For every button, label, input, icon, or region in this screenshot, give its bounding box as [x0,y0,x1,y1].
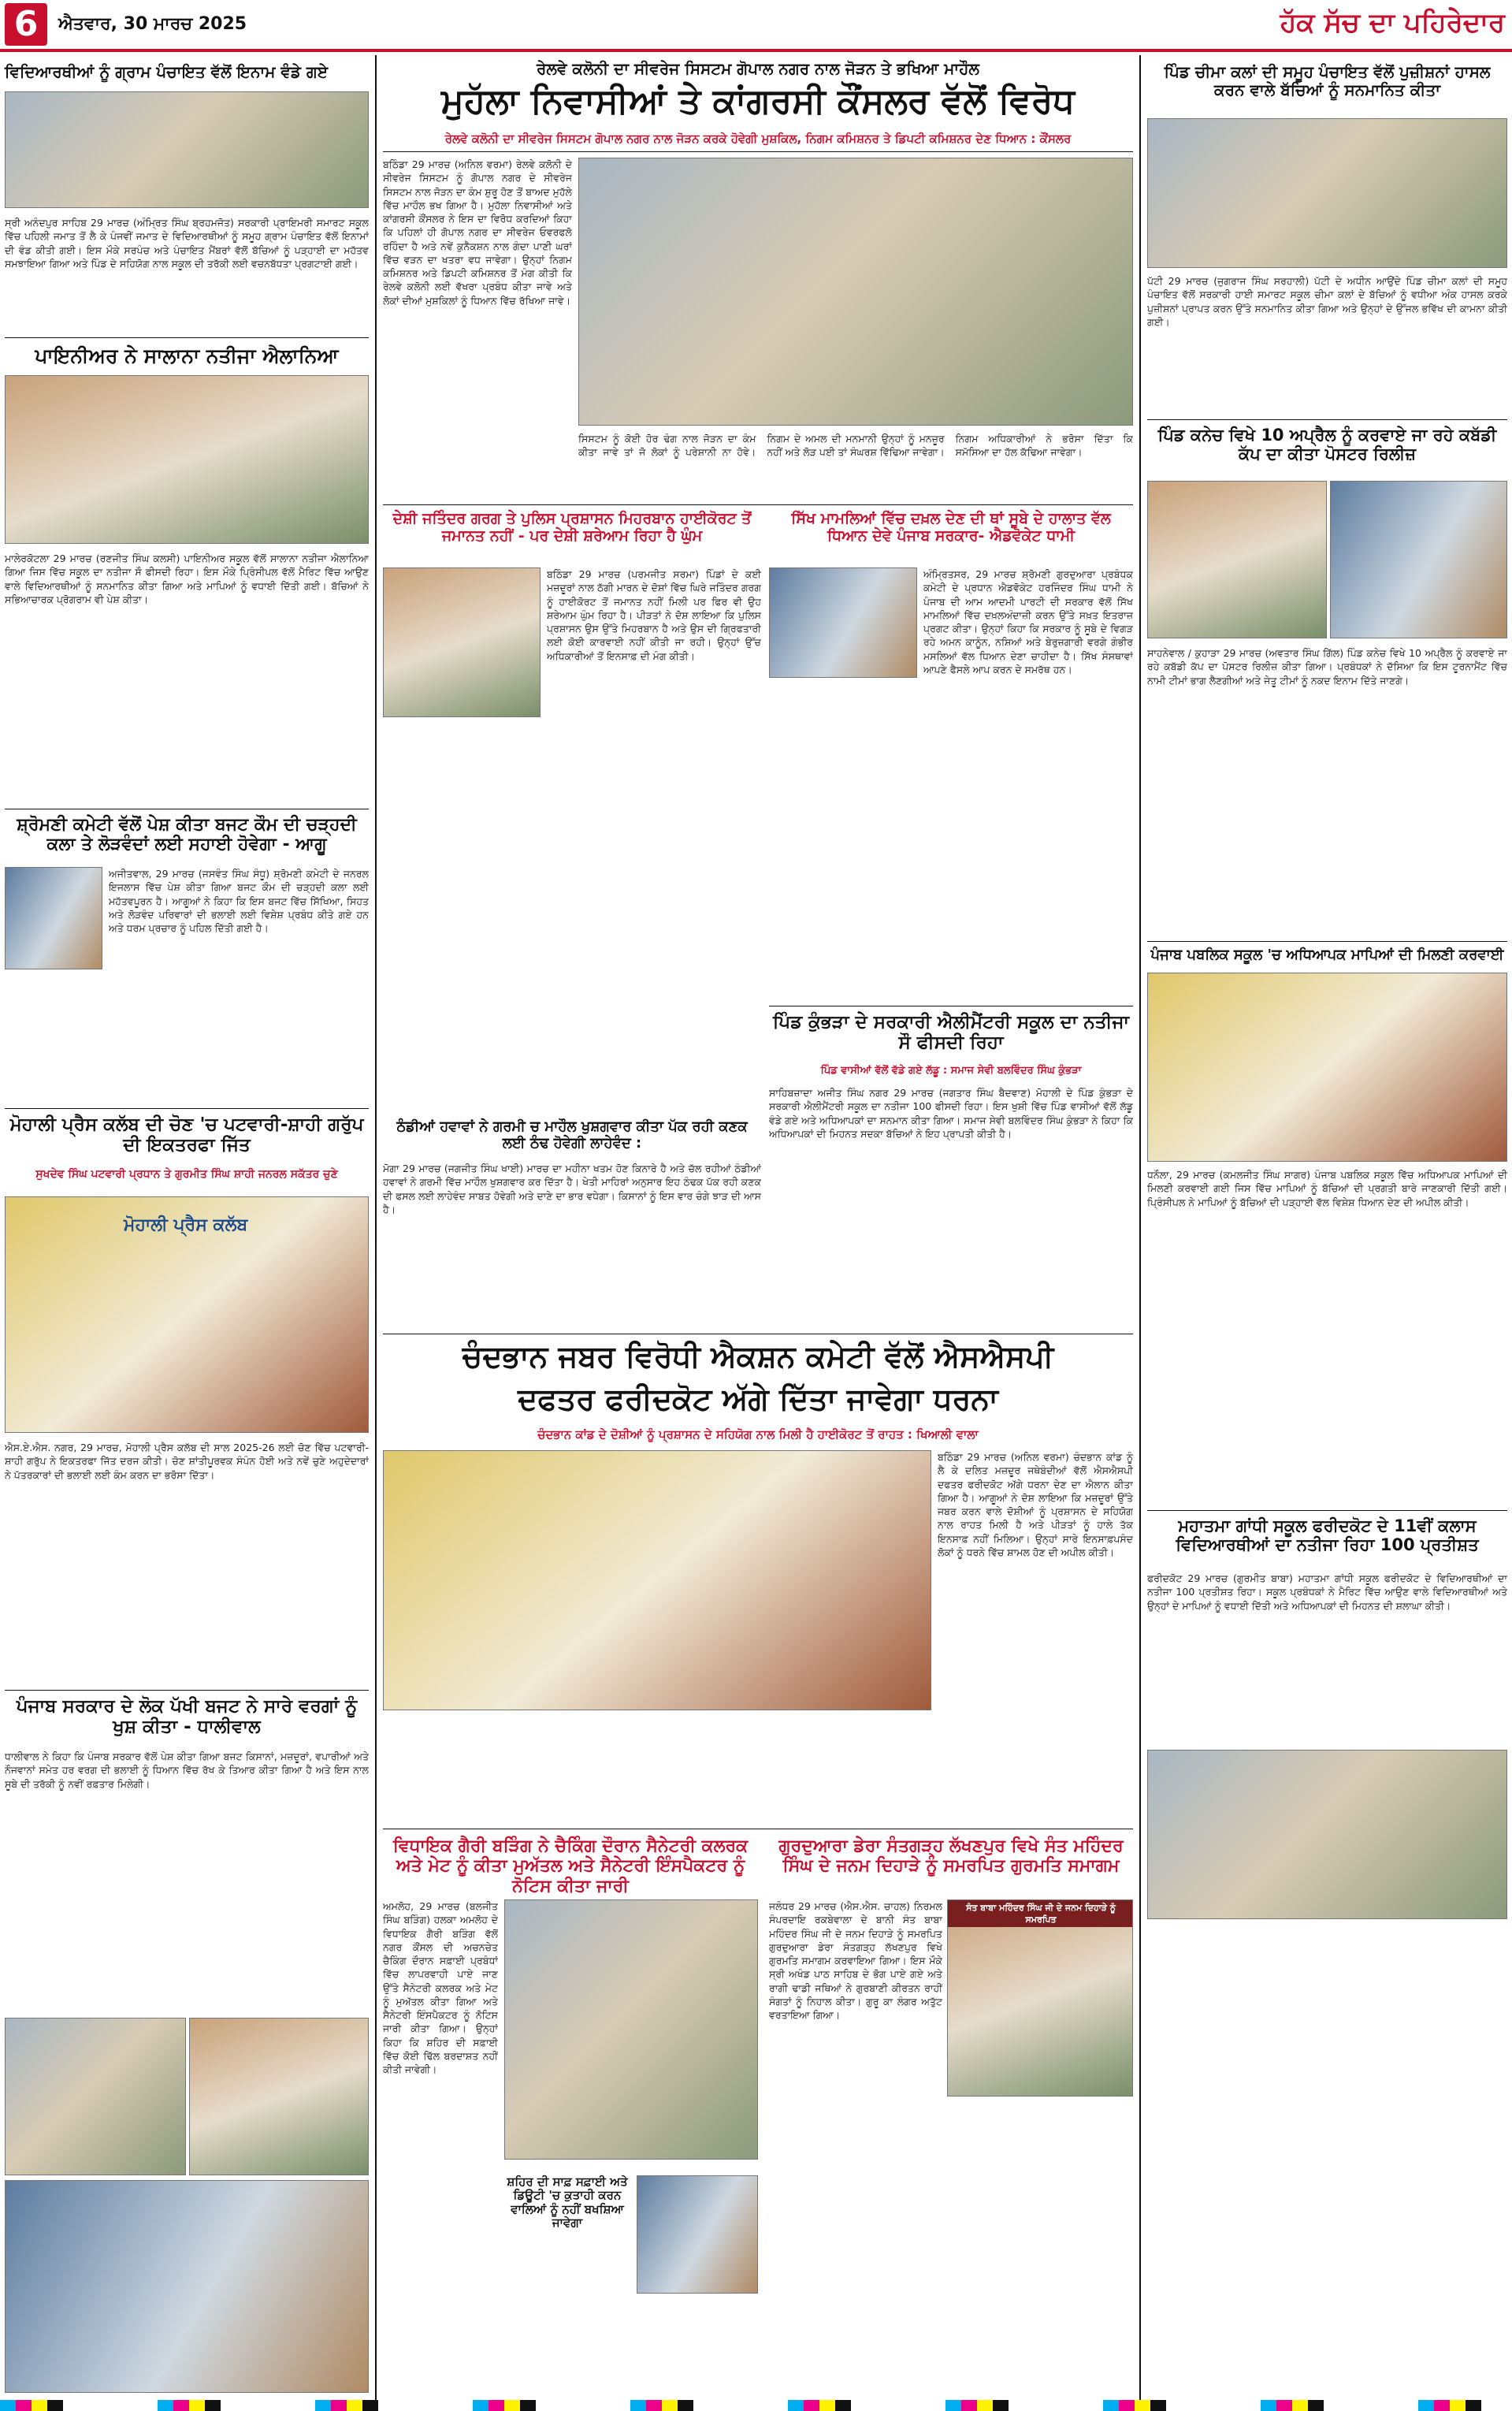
article-headline: ਪਿੰਡ ਕਨੇਚ ਵਿਖੇ 10 ਅਪ੍ਰੈਲ ਨੂੰ ਕਰਵਾਏ ਜਾ ਰਹੇ ਕਬੱਡੀ ਕੱਪ ਦਾ ਕੀਤਾ ਪੋਸਟਰ ਰਿਲੀਜ਼ [1157,426,1497,464]
article-subheadline: ਪਿੰਡ ਵਾਸੀਆਂ ਵੱਲੋਂ ਵੱਡੇ ਗਏ ਲੱਡੂ : ਸਮਾਜ ਸੇਵੀ ਬਲਵਿੰਦਰ ਸਿੰਘ ਕੁੰਭੜਾ [820,1065,1082,1077]
pull-quote: ਸ਼ਹਿਰ ਦੀ ਸਾਫ਼ ਸਫ਼ਾਈ ਅਤੇ ਡਿਊਟੀ 'ਚ ਕੁਤਾਹੀ ਕਰਨ ਵਾਲਿਆਂ ਨੂੰ ਨਹੀਂ ਬਖਸ਼ਿਆ ਜਾਵੇਗਾ [507,2175,628,2230]
article-photo [1330,481,1507,638]
article-photo [383,567,541,717]
article-body: ਬਠਿੰਡਾ 29 ਮਾਰਚ (ਪਰਮਜੀਤ ਸਰਮਾ) ਪਿੰਡਾਂ ਦੇ ਕਈ ਮਜ਼ਦੂਰਾਂ ਨਾਲ ਠੱਗੀ ਮਾਰਨ ਦੇ ਦੋਸ਼ਾਂ ਵਿੱਚ ਘਿਰੇ ਜਤਿੰਦਰ ਗਰਗ ਨੂੰ ਹਾਈਕੋਰਟ ਤੋਂ ਜਮਾਨਤ ਨਹੀਂ ਮਿਲੀ ਪਰ ਫਿਰ ਵੀ ਉਹ ਸ਼ਰੇਆਮ ਘੁੰਮ ਰਿਹਾ ਹੈ। ਪੀੜਤਾਂ ਨੇ ਦੋਸ਼ ਲਾਇਆ ਕਿ ਪੁਲਿਸ ਪ੍ਰਸ਼ਾਸਨ ਉਸ ਉੱਤੇ ਮਿਹਰਬਾਨ ਹੈ ਅਤੇ ਉਸ ਦੀ ਗ੍ਰਿਫਤਾਰੀ ਲਈ ਕੋਈ ਕਾਰਵਾਈ ਨਹੀਂ ਕੀਤੀ ਜਾ ਰਹੀ। ਉਨ੍ਹਾਂ ਉੱਚ ਅਧਿਕਾਰੀਆਂ ਤੋਂ ਇਨਸਾਫ਼ ਦੀ ਮੰਗ ਕੀਤੀ। [547,568,761,662]
lead-headline: ਮੁਹੱਲਾ ਨਿਵਾਸੀਆਂ ਤੇ ਕਾਂਗਰਸੀ ਕੌਂਸਲਰ ਵੱਲੋਂ ਵਿਰੋਧ [441,81,1075,121]
lead-divider [383,151,1133,152]
article-photo [5,2180,369,2393]
article-photo [5,91,369,208]
article-headline: ਪਿੰਡ ਚੀਮਾ ਕਲਾਂ ਦੀ ਸਮੂਹ ਪੰਚਾਇਤ ਵੱਲੋਂ ਪੁਜ਼ੀਸ਼ਨਾਂ ਹਾਸਲ ਕਰਨ ਵਾਲੇ ਬੱਚਿਆਂ ਨੂੰ ਸਨਮਾਨਿਤ ਕੀਤਾ [1164,62,1491,99]
article-headline: ਪੰਜਾਬ ਪਬਲਿਕ ਸਕੂਲ 'ਚ ਅਧਿਆਪਕ ਮਾਪਿਆਂ ਦੀ ਮਿਲਣੀ ਕਰਵਾਈ [1150,947,1504,963]
article-headline: ਚੰਦਭਾਨ ਜਬਰ ਵਿਰੋਧੀ ਐਕਸ਼ਨ ਕਮੇਟੀ ਵੱਲੋਂ ਐਸਐਸਪੀ [462,1339,1054,1374]
article-headline: ਠੰਡੀਆਂ ਹਵਾਵਾਂ ਨੇ ਗਰਮੀ ਚ ਮਾਹੌਲ ਖੁਸ਼ਗਵਾਰ ਕੀਤਾ ਪੱਕ ਰਹੀ ਕਣਕ ਲਈ ਠੰਢ ਹੋਵੇਗੀ ਲਾਹੇਵੰਦ : [396,1118,748,1152]
article-body: ਮੋਗਾ 29 ਮਾਰਚ (ਜਗਜੀਤ ਸਿੰਘ ਖਾਈ) ਮਾਰਚ ਦਾ ਮਹੀਨਾ ਖਤਮ ਹੋਣ ਕਿਨਾਰੇ ਹੈ ਅਤੇ ਚੱਲ ਰਹੀਆਂ ਠੰਡੀਆਂ ਹਵਾਵਾਂ ਨੇ ਗਰਮੀ ਵਿੱਚ ਮਾਹੌਲ ਖੁਸ਼ਗਵਾਰ ਕਰ ਦਿੱਤਾ ਹੈ। ਖੇਤੀ ਮਾਹਿਰਾਂ ਅਨੁਸਾਰ ਇਹ ਠੰਢਕ ਪੱਕ ਰਹੀ ਕਣਕ ਦੀ ਫਸਲ ਲਈ ਲਾਹੇਵੰਦ ਸਾਬਤ ਹੋਵੇਗੀ ਅਤੇ ਦਾਣੇ ਦਾ ਭਾਰ ਵਧੇਗਾ। ਕਿਸਾਨਾਂ ਨੂੰ ਇਸ ਵਾਰ ਚੰਗੇ ਝਾੜ ਦੀ ਆਸ ਹੈ। [383,1163,761,1215]
article-body: ਐਸ.ਏ.ਐਸ. ਨਗਰ, 29 ਮਾਰਚ, ਮੋਹਾਲੀ ਪ੍ਰੈਸ ਕਲੱਬ ਦੀ ਸਾਲ 2025-26 ਲਈ ਚੋਣ ਵਿੱਚ ਪਟਵਾਰੀ-ਸ਼ਾਹੀ ਗਰੁੱਪ ਨੇ ਇਕਤਰਫਾ ਜਿੱਤ ਦਰਜ ਕੀਤੀ। ਚੋਣ ਸ਼ਾਂਤੀਪੂਰਵਕ ਸੰਪੰਨ ਹੋਈ ਅਤੇ ਨਵੇਂ ਚੁਣੇ ਅਹੁਦੇਦਾਰਾਂ ਨੇ ਪੱਤਰਕਾਰਾਂ ਦੀ ਭਲਾਈ ਲਈ ਕੰਮ ਕਰਨ ਦਾ ਭਰੋਸਾ ਦਿੱਤਾ। [5,1442,369,1481]
photo-banner-text: ਸੰਤ ਬਾਬਾ ਮਹਿੰਦਰ ਸਿੰਘ ਜੀ ਦੇ ਜਨਮ ਦਿਹਾੜੇ ਨੂੰ ਸਮਰਪਿਤ [948,1900,1133,1927]
article-photo [5,867,102,969]
article-divider [1147,419,1507,420]
article-headline: ਵਿਧਾਇਕ ਗੈਰੀ ਬੜਿੰਗ ਨੇ ਚੈਕਿੰਗ ਦੌਰਾਨ ਸੈਨੇਟਰੀ ਕਲਰਕ ਅਤੇ ਮੇਟ ਨੂੰ ਕੀਤਾ ਮੁਅੱਤਲ ਅਤੇ ਸੈਨੇਟਰੀ ਇੰਸਪੈਕਟਰ ਨੂੰ ਨੋਟਿਸ ਕੀਤਾ ਜਾਰੀ [392,1836,749,1896]
lead-body-continued: ਸਿਸਟਮ ਨੂੰ ਕੋਈ ਹੋਰ ਢੰਗ ਨਾਲ ਜੋੜਨ ਦਾ ਕੰਮ ਕੀਤਾ ਜਾਵੇ ਤਾਂ ਜੋ ਲੋਕਾਂ ਨੂੰ ਪਰੇਸ਼ਾਨੀ ਨਾ ਹੋਵੇ। ਨਿਗਮ ਦੇ ਅਮਲ ਦੀ ਮਨਮਾਨੀ ਉਨ੍ਹਾਂ ਨੂੰ ਮਨਜ਼ੂਰ ਨਹੀਂ ਅਤੇ ਲੋੜ ਪਈ ਤਾਂ ਸੰਘਰਸ਼ ਵਿੱਢਿਆ ਜਾਵੇਗਾ। ਨਿਗਮ ਅਧਿਕਾਰੀਆਂ ਨੇ ਭਰੋਸਾ ਦਿੱਤਾ ਕਿ ਸਮੱਸਿਆ ਦਾ ਹੱਲ ਕੱਢਿਆ ਜਾਵੇਗਾ। [578,433,1133,459]
article-photo [5,375,369,544]
page-header [0,0,1512,49]
page-number: 6 [13,4,39,44]
article-headline: ਸਿੱਖ ਮਾਮਲਿਆਂ ਵਿੱਚ ਦਖ਼ਲ ਦੇਣ ਦੀ ਥਾਂ ਸੂਬੇ ਦੇ ਹਾਲਾਤ ਵੱਲ ਧਿਆਨ ਦੇਵੇ ਪੰਜਾਬ ਸਰਕਾਰ- ਐਡਵੋਕੇਟ ਧਾਮੀ [791,510,1111,545]
article-photo [504,1899,758,2160]
article-body: ਅੰਮ੍ਰਿਤਸਰ, 29 ਮਾਰਚ ਸ਼੍ਰੋਮਣੀ ਗੁਰਦੁਆਰਾ ਪ੍ਰਬੰਧਕ ਕਮੇਟੀ ਦੇ ਪ੍ਰਧਾਨ ਐਡਵੋਕੇਟ ਹਰਜਿੰਦਰ ਸਿੰਘ ਧਾਮੀ ਨੇ ਪੰਜਾਬ ਦੀ ਆਮ ਆਦਮੀ ਪਾਰਟੀ ਦੀ ਸਰਕਾਰ ਵੱਲੋਂ ਸਿੱਖ ਮਾਮਲਿਆਂ ਵਿੱਚ ਦਖ਼ਲਅੰਦਾਜ਼ੀ ਕਰਨ ਉੱਤੇ ਸਖ਼ਤ ਇਤਰਾਜ਼ ਪ੍ਰਗਟ ਕੀਤਾ। ਉਨ੍ਹਾਂ ਕਿਹਾ ਕਿ ਸਰਕਾਰ ਨੂੰ ਸੂਬੇ ਦੇ ਵਿਗੜ ਰਹੇ ਅਮਨ ਕਾਨੂੰਨ, ਨਸ਼ਿਆਂ ਅਤੇ ਬੇਰੁਜ਼ਗਾਰੀ ਵਰਗੇ ਗੰਭੀਰ ਮਸਲਿਆਂ ਵੱਲ ਧਿਆਨ ਦੇਣਾ ਚਾਹੀਦਾ ਹੈ। ਸਿੱਖ ਸੰਸਥਾਵਾਂ ਆਪਣੇ ਫੈਸਲੇ ਆਪ ਕਰਨ ਦੇ ਸਮਰੱਥ ਹਨ। [923,568,1133,675]
article-divider [5,1690,369,1691]
article-photo [1147,973,1507,1162]
article-headline: ਮੋਹਾਲੀ ਪ੍ਰੈਸ ਕਲੱਬ ਦੀ ਚੋਣ 'ਚ ਪਟਵਾਰੀ-ਸ਼ਾਹੀ ਗਰੁੱਪ ਦੀ ਇਕਤਰਫਾ ਜਿੱਤ [9,1114,364,1156]
lead-kicker: ਰੇਲਵੇ ਕਲੋਨੀ ਦਾ ਸੀਵਰੇਜ ਸਿਸਟਮ ਗੋਪਾਲ ਨਗਰ ਨਾਲ ਜੋੜਨ ਤੇ ਭਖਿਆ ਮਾਹੌਲ [537,59,979,78]
article-photo [383,1450,931,1710]
right-column [1142,55,1512,2400]
article-deck: ਚੰਦਭਾਨ ਕਾਂਡ ਦੇ ਦੋਸ਼ੀਆਂ ਨੂੰ ਪ੍ਰਸ਼ਾਸਨ ਦੇ ਸਹਿਯੋਗ ਨਾਲ ਮਿਲੀ ਹੈ ਹਾਈਕੋਰਟ ਤੋਂ ਰਾਹਤ : ਖਿਆਲੀ ਵਾਲਾ [537,1427,979,1442]
header-date: ਐਤਵਾਰ, 30 ਮਾਰਚ 2025 [58,14,247,34]
article-headline: ਪੰਜਾਬ ਸਰਕਾਰ ਦੇ ਲੋਕ ਪੱਖੀ ਬਜਟ ਨੇ ਸਾਰੇ ਵਰਗਾਂ ਨੂੰ ਖੁਸ਼ ਕੀਤਾ - ਧਾਲੀਵਾਲ [16,1696,358,1738]
photo-banner-text: ਮੋਹਾਲੀ ਪ੍ਰੈਸ ਕਲੱਬ [124,1215,248,1235]
article-photo [1147,481,1327,638]
article-body: ਫਰੀਦਕੋਟ 29 ਮਾਰਚ (ਗੁਰਮੀਤ ਬਾਬਾ) ਮਹਾਤਮਾ ਗਾਂਧੀ ਸਕੂਲ ਫਰੀਦਕੋਟ ਦੇ ਵਿਦਿਆਰਥੀਆਂ ਦਾ ਨਤੀਜਾ 100 ਪ੍ਰਤੀਸ਼ਤ ਰਿਹਾ। ਸਕੂਲ ਪ੍ਰਬੰਧਕਾਂ ਨੇ ਮੈਰਿਟ ਵਿੱਚ ਆਉਣ ਵਾਲੇ ਵਿਦਿਆਰਥੀਆਂ ਅਤੇ ਉਨ੍ਹਾਂ ਦੇ ਮਾਪਿਆਂ ਨੂੰ ਵਧਾਈ ਦਿੱਤੀ ਅਤੇ ਅਧਿਆਪਕਾਂ ਦੀ ਮਿਹਨਤ ਦੀ ਸ਼ਲਾਘਾ ਕੀਤੀ। [1147,1572,1507,1612]
article-photo [1147,118,1507,268]
article-photo [947,1899,1133,2097]
article-body: ਅਜੀਤਵਾਲ, 29 ਮਾਰਚ (ਜਸਵੰਤ ਸਿੰਘ ਸੰਧੂ) ਸ਼੍ਰੋਮਣੀ ਕਮੇਟੀ ਦੇ ਜਨਰਲ ਇਜਲਾਸ ਵਿੱਚ ਪੇਸ਼ ਕੀਤਾ ਗਿਆ ਬਜਟ ਕੌਮ ਦੀ ਚੜ੍ਹਦੀ ਕਲਾ ਲਈ ਮਹੱਤਵਪੂਰਨ ਹੈ। ਆਗੂਆਂ ਨੇ ਕਿਹਾ ਕਿ ਇਸ ਬਜਟ ਵਿੱਚ ਸਿੱਖਿਆ, ਸਿਹਤ ਅਤੇ ਲੋੜਵੰਦ ਪਰਿਵਾਰਾਂ ਦੀ ਭਲਾਈ ਲਈ ਵਿਸ਼ੇਸ਼ ਪ੍ਰਬੰਧ ਕੀਤੇ ਗਏ ਹਨ ਅਤੇ ਧਰਮ ਪ੍ਰਚਾਰ ਨੂੰ ਪਹਿਲ ਦਿੱਤੀ ਗਈ ਹੈ। [109,868,369,934]
article-body: ਮਾਲੇਰਕੋਟਲਾ 29 ਮਾਰਚ (ਰਣਜੀਤ ਸਿੰਘ ਕਲਸੀ) ਪਾਇਨੀਅਰ ਸਕੂਲ ਵੱਲੋਂ ਸਾਲਾਨਾ ਨਤੀਜਾ ਐਲਾਨਿਆ ਗਿਆ ਜਿਸ ਵਿੱਚ ਸਕੂਲ ਦਾ ਨਤੀਜਾ ਸੌ ਫੀਸਦੀ ਰਿਹਾ। ਇਸ ਮੌਕੇ ਪ੍ਰਿੰਸੀਪਲ ਵੱਲੋਂ ਮੈਰਿਟ ਵਿੱਚ ਆਉਣ ਵਾਲੇ ਵਿਦਿਆਰਥੀਆਂ ਨੂੰ ਸਨਮਾਨਿਤ ਕੀਤਾ ਗਿਆ ਅਤੇ ਮਾਪਿਆਂ ਨੂੰ ਵਧਾਈ ਦਿੱਤੀ ਗਈ। ਬੱਚਿਆਂ ਨੇ ਸਭਿਆਚਾਰਕ ਪ੍ਰੋਗਰਾਮ ਵੀ ਪੇਸ਼ ਕੀਤਾ। [5,553,369,605]
article-divider [1147,941,1507,942]
article-body: ਬਠਿੰਡਾ 29 ਮਾਰਚ (ਅਨਿਲ ਵਰਮਾ) ਚੰਦਭਾਨ ਕਾਂਡ ਨੂੰ ਲੈ ਕੇ ਦਲਿਤ ਮਜ਼ਦੂਰ ਜਥੇਬੰਦੀਆਂ ਵੱਲੋਂ ਐਸਐਸਪੀ ਦਫਤਰ ਫਰੀਦਕੋਟ ਅੱਗੇ ਧਰਨਾ ਦੇਣ ਦਾ ਐਲਾਨ ਕੀਤਾ ਗਿਆ ਹੈ। ਆਗੂਆਂ ਨੇ ਦੋਸ਼ ਲਾਇਆ ਕਿ ਮਜ਼ਦੂਰਾਂ ਉੱਤੇ ਜਬਰ ਕਰਨ ਵਾਲੇ ਦੋਸ਼ੀਆਂ ਨੂੰ ਪ੍ਰਸ਼ਾਸਨ ਦੇ ਸਹਿਯੋਗ ਨਾਲ ਰਾਹਤ ਮਿਲੀ ਹੈ ਅਤੇ ਪੀੜਤਾਂ ਨੂੰ ਹਾਲੇ ਤੱਕ ਇਨਸਾਫ਼ ਨਹੀਂ ਮਿਲਿਆ। ਉਨ੍ਹਾਂ ਸਾਰੇ ਇਨਸਾਫ਼ਪਸੰਦ ਲੋਕਾਂ ਨੂੰ ਧਰਨੇ ਵਿੱਚ ਸ਼ਾਮਲ ਹੋਣ ਦੀ ਅਪੀਲ ਕੀਤੀ। [938,1451,1133,1558]
article-body: ਸਾਹਿਬਜ਼ਾਦਾ ਅਜੀਤ ਸਿੰਘ ਨਗਰ 29 ਮਾਰਚ (ਜਗਤਾਰ ਸਿੰਘ ਬੈਦਵਾਣ) ਮੋਹਾਲੀ ਦੇ ਪਿੰਡ ਕੁੰਭੜਾ ਦੇ ਸਰਕਾਰੀ ਐਲੀਮੈਂਟਰੀ ਸਕੂਲ ਦਾ ਨਤੀਜਾ 100 ਫੀਸਦੀ ਰਿਹਾ। ਇਸ ਖੁਸ਼ੀ ਵਿੱਚ ਪਿੰਡ ਵਾਸੀਆਂ ਵੱਲੋਂ ਲੱਡੂ ਵੰਡੇ ਗਏ ਅਤੇ ਅਧਿਆਪਕਾਂ ਦਾ ਸਨਮਾਨ ਕੀਤਾ ਗਿਆ। ਸਮਾਜ ਸੇਵੀ ਬਲਵਿੰਦਰ ਸਿੰਘ ਕੁੰਭੜਾ ਨੇ ਕਿਹਾ ਕਿ ਅਧਿਆਪਕਾਂ ਦੀ ਮਿਹਨਤ ਸਦਕਾ ਬੱਚਿਆਂ ਨੇ ਇਹ ਪ੍ਰਾਪਤੀ ਕੀਤੀ ਹੈ। [769,1087,1133,1140]
article-photo [189,2018,369,2175]
article-photo [5,2018,186,2175]
article-headline: ਮਹਾਤਮਾ ਗਾਂਧੀ ਸਕੂਲ ਫਰੀਦਕੋਟ ਦੇ 11ਵੀਂ ਕਲਾਸ ਵਿਦਿਆਰਥੀਆਂ ਦਾ ਨਤੀਜਾ ਰਿਹਾ 100 ਪ੍ਰਤੀਸ਼ਤ [1176,1516,1479,1555]
article-body: ਪੱਟੀ 29 ਮਾਰਚ (ਜੁਗਰਾਜ ਸਿੰਘ ਸਰਹਾਲੀ) ਪੱਟੀ ਦੇ ਅਧੀਨ ਆਉਂਦੇ ਪਿੰਡ ਚੀਮਾ ਕਲਾਂ ਦੀ ਸਮੂਹ ਪੰਚਾਇਤ ਵੱਲੋਂ ਸਰਕਾਰੀ ਹਾਈ ਸਮਾਰਟ ਸਕੂਲ ਚੀਮਾ ਕਲਾਂ ਦੇ ਬੱਚਿਆਂ ਨੂੰ ਵਧੀਆ ਅੰਕ ਹਾਸਲ ਕਰਕੇ ਪੁਜ਼ੀਸ਼ਨਾਂ ਪ੍ਰਾਪਤ ਕਰਨ ਉੱਤੇ ਸਨਮਾਨਿਤ ਕੀਤਾ ਗਿਆ ਅਤੇ ਉਨ੍ਹਾਂ ਦੇ ਉੱਜਲ ਭਵਿੱਖ ਦੀ ਕਾਮਨਾ ਕੀਤੀ ਗਈ। [1147,275,1507,328]
left-column [0,55,373,2400]
article-body: ਸ੍ਰੀ ਅਨੰਦਪੁਰ ਸਾਹਿਬ 29 ਮਾਰਚ (ਅੰਮ੍ਰਿਤ ਸਿੰਘ ਬ੍ਰਹਮਜੋਤ) ਸਰਕਾਰੀ ਪ੍ਰਾਇਮਰੀ ਸਮਾਰਟ ਸਕੂਲ ਵਿੱਚ ਪਹਿਲੀ ਜਮਾਤ ਤੋਂ ਲੈ ਕੇ ਪੰਜਵੀਂ ਜਮਾਤ ਦੇ ਵਿਦਿਆਰਥੀਆਂ ਨੂੰ ਸਮੂਹ ਗ੍ਰਾਮ ਪੰਚਾਇਤ ਵੱਲੋਂ ਇਨਾਮਾਂ ਦੀ ਵੰਡ ਕੀਤੀ ਗਈ। ਇਸ ਮੌਕੇ ਸਰਪੰਚ ਅਤੇ ਪੰਚਾਇਤ ਮੈਂਬਰਾਂ ਵੱਲੋਂ ਬੱਚਿਆਂ ਨੂੰ ਪੜ੍ਹਾਈ ਦਾ ਮਹੱਤਵ ਸਮਝਾਇਆ ਗਿਆ ਅਤੇ ਪਿੰਡ ਦੇ ਸਹਿਯੋਗ ਨਾਲ ਸਕੂਲ ਦੀ ਤਰੱਕੀ ਲਈ ਵਚਨਬੱਧਤਾ ਪ੍ਰਗਟਾਈ ਗਈ। [5,217,369,270]
lead-body: ਬਠਿੰਡਾ 29 ਮਾਰਚ (ਅਨਿਲ ਵਰਮਾ) ਰੇਲਵੇ ਕਲੋਨੀ ਦੇ ਸੀਵਰੇਜ ਸਿਸਟਮ ਨੂੰ ਗੋਪਾਲ ਨਗਰ ਦੇ ਸੀਵਰੇਜ ਸਿਸਟਮ ਨਾਲ ਜੋੜਨ ਦਾ ਕੰਮ ਸ਼ੁਰੂ ਹੋਣ ਤੋਂ ਬਾਅਦ ਮੁਹੱਲੇ ਵਿੱਚ ਮਾਹੌਲ ਭਖ ਗਿਆ ਹੈ। ਮੁਹੱਲਾ ਨਿਵਾਸੀਆਂ ਅਤੇ ਕਾਂਗਰਸੀ ਕੌਂਸਲਰ ਨੇ ਇਸ ਦਾ ਵਿਰੋਧ ਕਰਦਿਆਂ ਕਿਹਾ ਕਿ ਪਹਿਲਾਂ ਹੀ ਗੋਪਾਲ ਨਗਰ ਦਾ ਸੀਵਰੇਜ ਓਵਰਫਲੋ ਰਹਿੰਦਾ ਹੈ ਅਤੇ ਨਵੇਂ ਕੁਨੈਕਸ਼ਨ ਨਾਲ ਗੰਦਾ ਪਾਣੀ ਘਰਾਂ ਵਿੱਚ ਵੜਨ ਦਾ ਖਤਰਾ ਵਧ ਜਾਵੇਗਾ। ਉਨ੍ਹਾਂ ਨਿਗਮ ਕਮਿਸ਼ਨਰ ਅਤੇ ਡਿਪਟੀ ਕਮਿਸ਼ਨਰ ਤੋਂ ਮੰਗ ਕੀਤੀ ਕਿ ਰੇਲਵੇ ਕਲੋਨੀ ਲਈ ਵੱਖਰਾ ਪ੍ਰਬੰਧ ਕੀਤਾ ਜਾਵੇ ਅਤੇ ਲੋਕਾਂ ਦੀਆਂ ਮੁਸ਼ਕਿਲਾਂ ਨੂੰ ਧਿਆਨ ਵਿੱਚ ਰੱਖਿਆ ਜਾਵੇ। [383,158,572,307]
article-divider [5,1108,369,1109]
center-column [378,55,1138,2400]
header-divider [0,49,1512,52]
article-photo [1147,1750,1507,1919]
lead-deck: ਰੇਲਵੇ ਕਲੋਨੀ ਦਾ ਸੀਵਰੇਜ ਸਿਸਟਮ ਗੋਪਾਲ ਨਗਰ ਨਾਲ ਜੋੜਨ ਕਰਕੇ ਹੋਵੇਗੀ ਮੁਸ਼ਕਿਲ, ਨਿਗਮ ਕਮਿਸ਼ਨਰ ਤੇ ਡਿਪਟੀ ਕਮਿਸ਼ਨਰ ਦੇਣ ਧਿਆਨ : ਕੌਂਸਲਰ [444,132,1072,146]
article-photo [5,1196,369,1433]
article-photo [769,567,917,678]
article-headline-line2: ਦਫਤਰ ਫਰੀਦਕੋਟ ਅੱਗੇ ਦਿੱਤਾ ਜਾਵੇਗਾ ਧਰਨਾ [518,1382,998,1416]
article-body: ਧਨੌਲਾ, 29 ਮਾਰਚ (ਕਮਲਜੀਤ ਸਿੰਘ ਸਾਗਰ) ਪੰਜਾਬ ਪਬਲਿਕ ਸਕੂਲ ਵਿੱਚ ਅਧਿਆਪਕ ਮਾਪਿਆਂ ਦੀ ਮਿਲਣੀ ਕਰਵਾਈ ਗਈ ਜਿਸ ਵਿੱਚ ਮਾਪਿਆਂ ਨੂੰ ਬੱਚਿਆਂ ਦੀ ਪ੍ਰਗਤੀ ਬਾਰੇ ਜਾਣਕਾਰੀ ਦਿੱਤੀ ਗਈ। ਪ੍ਰਿੰਸੀਪਲ ਨੇ ਮਾਪਿਆਂ ਨੂੰ ਬੱਚਿਆਂ ਦੀ ਪੜ੍ਹਾਈ ਵੱਲ ਵਿਸ਼ੇਸ਼ ਧਿਆਨ ਦੇਣ ਦੀ ਅਪੀਲ ਕੀਤੀ। [1147,1169,1507,1208]
article-divider [1147,1510,1507,1511]
column-divider-right [1139,55,1141,2400]
article-headline: ਪਿੰਡ ਕੁੰਭੜਾ ਦੇ ਸਰਕਾਰੀ ਐਲੀਮੈਂਟਰੀ ਸਕੂਲ ਦਾ ਨਤੀਜਾ ਸੌ ਫੀਸਦੀ ਰਿਹਾ [772,1012,1130,1054]
article-body: ਜਲੰਧਰ 29 ਮਾਰਚ (ਐਸ.ਐਸ. ਚਾਹਲ) ਨਿਰਮਲ ਸੰਪਰਦਾਇ ਰਕਬੇਵਾਲਾ ਦੇ ਬਾਨੀ ਸੰਤ ਬਾਬਾ ਮਹਿੰਦਰ ਸਿੰਘ ਜੀ ਦੇ ਜਨਮ ਦਿਹਾੜੇ ਨੂੰ ਸਮਰਪਿਤ ਗੁਰਦੁਆਰਾ ਡੇਰਾ ਸੰਤਗੜ੍ਹ ਲੱਖਣਪੁਰ ਵਿਖੇ ਗੁਰਮਤਿ ਸਮਾਗਮ ਕਰਵਾਇਆ ਗਿਆ। ਇਸ ਮੌਕੇ ਸ੍ਰੀ ਅਖੰਡ ਪਾਠ ਸਾਹਿਬ ਦੇ ਭੋਗ ਪਾਏ ਗਏ ਅਤੇ ਰਾਗੀ ਢਾਡੀ ਜਥਿਆਂ ਨੇ ਗੁਰਬਾਣੀ ਕੀਰਤਨ ਰਾਹੀਂ ਸੰਗਤਾਂ ਨੂੰ ਨਿਹਾਲ ਕੀਤਾ। ਗੁਰੂ ਕਾ ਲੰਗਰ ਅਤੁੱਟ ਵਰਤਾਇਆ ਗਿਆ। [769,1900,942,2021]
article-headline: ਵਿਦਿਆਰਥੀਆਂ ਨੂੰ ਗ੍ਰਾਮ ਪੰਚਾਇਤ ਵੱਲੋਂ ਇਨਾਮ ਵੰਡੇ ਗਏ [5,62,329,81]
article-headline: ਗੁਰਦੁਆਰਾ ਡੇਰਾ ਸੰਤਗੜ੍ਹ ਲੱਖਣਪੁਰ ਵਿਖੇ ਸੰਤ ਮਹਿੰਦਰ ਸਿੰਘ ਦੇ ਜਨਮ ਦਿਹਾੜੇ ਨੂੰ ਸਮਰਪਿਤ ਗੁਰਮਤਿ ਸਮਾਗਮ [778,1836,1124,1877]
print-color-bar [0,2400,1512,2411]
article-divider [5,337,369,338]
article-body: ਅਮਲੋਹ, 29 ਮਾਰਚ (ਬਲਜੀਤ ਸਿੰਘ ਬੜਿੰਗ) ਹਲਕਾ ਅਮਲੋਹ ਦੇ ਵਿਧਾਇਕ ਗੈਰੀ ਬੜਿੰਗ ਵੱਲੋਂ ਨਗਰ ਕੌਂਸਲ ਦੀ ਅਚਨਚੇਤ ਚੈਕਿੰਗ ਦੌਰਾਨ ਸਫ਼ਾਈ ਪ੍ਰਬੰਧਾਂ ਵਿੱਚ ਲਾਪਰਵਾਹੀ ਪਾਏ ਜਾਣ ਉੱਤੇ ਸੈਨੇਟਰੀ ਕਲਰਕ ਅਤੇ ਮੇਟ ਨੂੰ ਮੁਅੱਤਲ ਕੀਤਾ ਗਿਆ ਅਤੇ ਸੈਨੇਟਰੀ ਇੰਸਪੈਕਟਰ ਨੂੰ ਨੋਟਿਸ ਜਾਰੀ ਕੀਤਾ ਗਿਆ। ਉਨ੍ਹਾਂ ਕਿਹਾ ਕਿ ਸ਼ਹਿਰ ਦੀ ਸਫ਼ਾਈ ਵਿੱਚ ਕੋਈ ਢਿੱਲ ਬਰਦਾਸ਼ਤ ਨਹੀਂ ਕੀਤੀ ਜਾਵੇਗੀ। [383,1900,498,2075]
article-body: ਧਾਲੀਵਾਲ ਨੇ ਕਿਹਾ ਕਿ ਪੰਜਾਬ ਸਰਕਾਰ ਵੱਲੋਂ ਪੇਸ਼ ਕੀਤਾ ਗਿਆ ਬਜਟ ਕਿਸਾਨਾਂ, ਮਜ਼ਦੂਰਾਂ, ਵਪਾਰੀਆਂ ਅਤੇ ਨੌਜਵਾਨਾਂ ਸਮੇਤ ਹਰ ਵਰਗ ਦੀ ਭਲਾਈ ਨੂੰ ਧਿਆਨ ਵਿੱਚ ਰੱਖ ਕੇ ਤਿਆਰ ਕੀਤਾ ਗਿਆ ਹੈ ਅਤੇ ਇਸ ਨਾਲ ਸੂਬੇ ਦੀ ਤਰੱਕੀ ਨੂੰ ਨਵੀਂ ਰਫ਼ਤਾਰ ਮਿਲੇਗੀ। [5,1751,369,1790]
article-divider [383,504,1133,505]
masthead-logo: ਹੱਕ ਸੱਚ ਦਾ ਪਹਿਰੇਦਾਰ [1280,7,1505,39]
column-divider-left [375,55,377,2400]
article-photo [637,2175,758,2294]
article-subheadline: ਸੁਖਦੇਵ ਸਿੰਘ ਪਟਵਾਰੀ ਪ੍ਰਧਾਨ ਤੇ ਗੁਰਮੀਤ ਸਿੰਘ ਸ਼ਾਹੀ ਜਨਰਲ ਸਕੱਤਰ ਚੁਣੇ [35,1168,338,1181]
article-headline: ਸ਼੍ਰੋਮਣੀ ਕਮੇਟੀ ਵੱਲੋਂ ਪੇਸ਼ ਕੀਤਾ ਬਜਟ ਕੌਮ ਦੀ ਚੜ੍ਹਦੀ ਕਲਾ ਤੇ ਲੋੜਵੰਦਾਂ ਲਈ ਸਹਾਈ ਹੋਵੇਗਾ - ਆਗੂ [17,815,357,855]
lead-photo [578,158,1133,426]
article-headline: ਪਾਇਨੀਅਰ ਨੇ ਸਾਲਾਨਾ ਨਤੀਜਾ ਐਲਾਨਿਆ [35,344,339,367]
article-body: ਸਾਹਨੇਵਾਲ / ਕੁਹਾੜਾ 29 ਮਾਰਚ (ਅਵਤਾਰ ਸਿੰਘ ਗਿੱਲ) ਪਿੰਡ ਕਨੇਚ ਵਿਖੇ 10 ਅਪ੍ਰੈਲ ਨੂੰ ਕਰਵਾਏ ਜਾ ਰਹੇ ਕਬੱਡੀ ਕੱਪ ਦਾ ਪੋਸਟਰ ਰਿਲੀਜ਼ ਕੀਤਾ ਗਿਆ। ਪ੍ਰਬੰਧਕਾਂ ਨੇ ਦੱਸਿਆ ਕਿ ਇਸ ਟੂਰਨਾਮੈਂਟ ਵਿੱਚ ਨਾਮੀ ਟੀਮਾਂ ਭਾਗ ਲੈਣਗੀਆਂ ਅਤੇ ਜੇਤੂ ਟੀਮਾਂ ਨੂੰ ਨਕਦ ਇਨਾਮ ਦਿੱਤੇ ਜਾਣਗੇ। [1147,647,1507,686]
article-headline: ਦੇਸ਼ੀ ਜਤਿੰਦਰ ਗਰਗ ਤੇ ਪੁਲਿਸ ਪ੍ਰਸ਼ਾਸਨ ਮਿਹਰਬਾਨ ਹਾਈਕੋਰਟ ਤੋਂ ਜਮਾਨਤ ਨਹੀਂ - ਪਰ ਦੇਸ਼ੀ ਸ਼ਰੇਆਮ ਰਿਹਾ ਹੈ ਘੁੰਮ [392,510,752,545]
